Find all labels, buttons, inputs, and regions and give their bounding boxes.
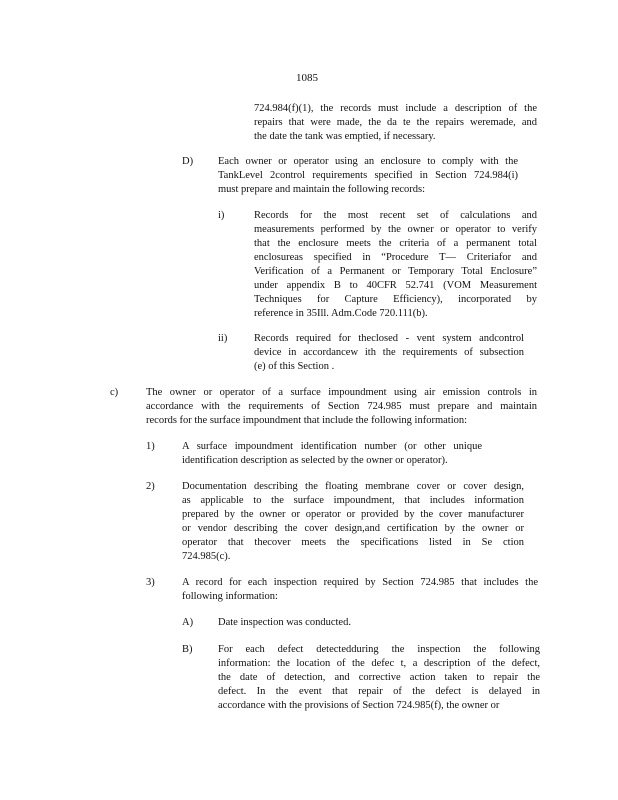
paragraph-c-3-B	[218, 643, 540, 713]
text-line: A record for each inspection required by Section 724.985 that includes the	[182, 577, 538, 588]
text-line: Date inspection was conducted.	[218, 617, 351, 628]
page-number: 1085	[296, 72, 318, 84]
text-line: Documentation describing the floating membrane cover or cover design,	[182, 481, 524, 492]
text-line: information: the location of the defec t, a description of the defect,	[218, 658, 540, 669]
text-line: operator that thecover meets the specifications listed in Se ction	[182, 537, 524, 548]
label-c-1: 1)	[146, 441, 155, 452]
text-line: 724.985(c).	[182, 551, 231, 562]
text-line: device in accordancew ith the requirements of subsection	[254, 347, 524, 358]
text-line: (e) of this Section .	[254, 361, 335, 372]
label-D: D)	[182, 156, 194, 167]
paragraph-D-ii	[254, 332, 524, 374]
text-line: accordance with the provisions of Section 724.985(f), the owner or	[218, 700, 500, 711]
text-line: must prepare and maintain the following records:	[218, 184, 426, 195]
text-line: repairs that were made, the da te the repairs weremade, and	[254, 117, 537, 128]
text-line: enclosureas specified in “Procedure T— Criteriafor and	[254, 252, 537, 263]
text-line: Records required for theclosed - vent system andcontrol	[254, 333, 524, 344]
label-c-3-A: A)	[182, 617, 194, 628]
text-line: Verification of a Permanent or Temporary Total Enclosure”	[254, 266, 537, 277]
text-line: A surface impoundment identification number (or other unique	[182, 441, 482, 452]
text-line: TankLevel 2control requirements specified in Section 724.984(i)	[218, 170, 518, 181]
text-line: defect. In the event that repair of the defect is delayed in	[218, 686, 540, 697]
text-line: under appendix B to 40CFR 52.741 (VOM Measurement	[254, 280, 537, 291]
text-line: the date of detection, and corrective action taken to repair the	[218, 672, 540, 683]
text-line: the date the tank was emptied, if necessary.	[254, 131, 436, 142]
text-line: Each owner or operator using an enclosure to comply with the	[218, 156, 518, 167]
label-D-i: i)	[218, 210, 225, 221]
paragraph-D-i	[254, 209, 537, 321]
label-D-ii: ii)	[218, 333, 228, 344]
paragraph-D	[218, 155, 518, 197]
text-line: that the enclosure meets the criteria of a permanent total	[254, 238, 537, 249]
text-line: 724.984(f)(1), the records must include a description of the	[254, 103, 537, 114]
text-line: accordance with the requirements of Section 724.985 must prepare and maintain	[146, 401, 537, 412]
text-line: For each defect detectedduring the inspection the following	[218, 644, 540, 655]
text-line: following information:	[182, 591, 278, 602]
label-c-3-B: B)	[182, 644, 193, 655]
paragraph-c-3	[182, 576, 538, 604]
text-line: measurements performed by the owner or operator to verify	[254, 224, 537, 235]
paragraph-c-2	[182, 480, 524, 564]
label-c-2: 2)	[146, 481, 155, 492]
text-line: records for the surface impoundment that include the following information:	[146, 415, 468, 426]
text-line: prepared by the owner or operator or provided by the cover manufacturer	[182, 509, 524, 520]
text-line: Records for the most recent set of calculations and	[254, 210, 537, 221]
paragraph-c-1	[182, 440, 482, 468]
text-line: or vendor describing the cover design,and certification by the owner or	[182, 523, 524, 534]
text-line: reference in 35Ill. Adm.Code 720.111(b).	[254, 308, 428, 319]
text-line: identification description as selected by the owner or operator).	[182, 455, 448, 466]
label-c-3: 3)	[146, 577, 155, 588]
text-line: Techniques for Capture Efficiency), incorporated by	[254, 294, 537, 305]
paragraph-continuation	[254, 102, 537, 144]
paragraph-c	[146, 386, 537, 428]
text-line: The owner or operator of a surface impoundment using air emission controls in	[146, 387, 537, 398]
label-c: c)	[110, 387, 119, 398]
paragraph-c-3-A	[218, 616, 368, 630]
text-line: as applicable to the surface impoundment, that includes information	[182, 495, 524, 506]
